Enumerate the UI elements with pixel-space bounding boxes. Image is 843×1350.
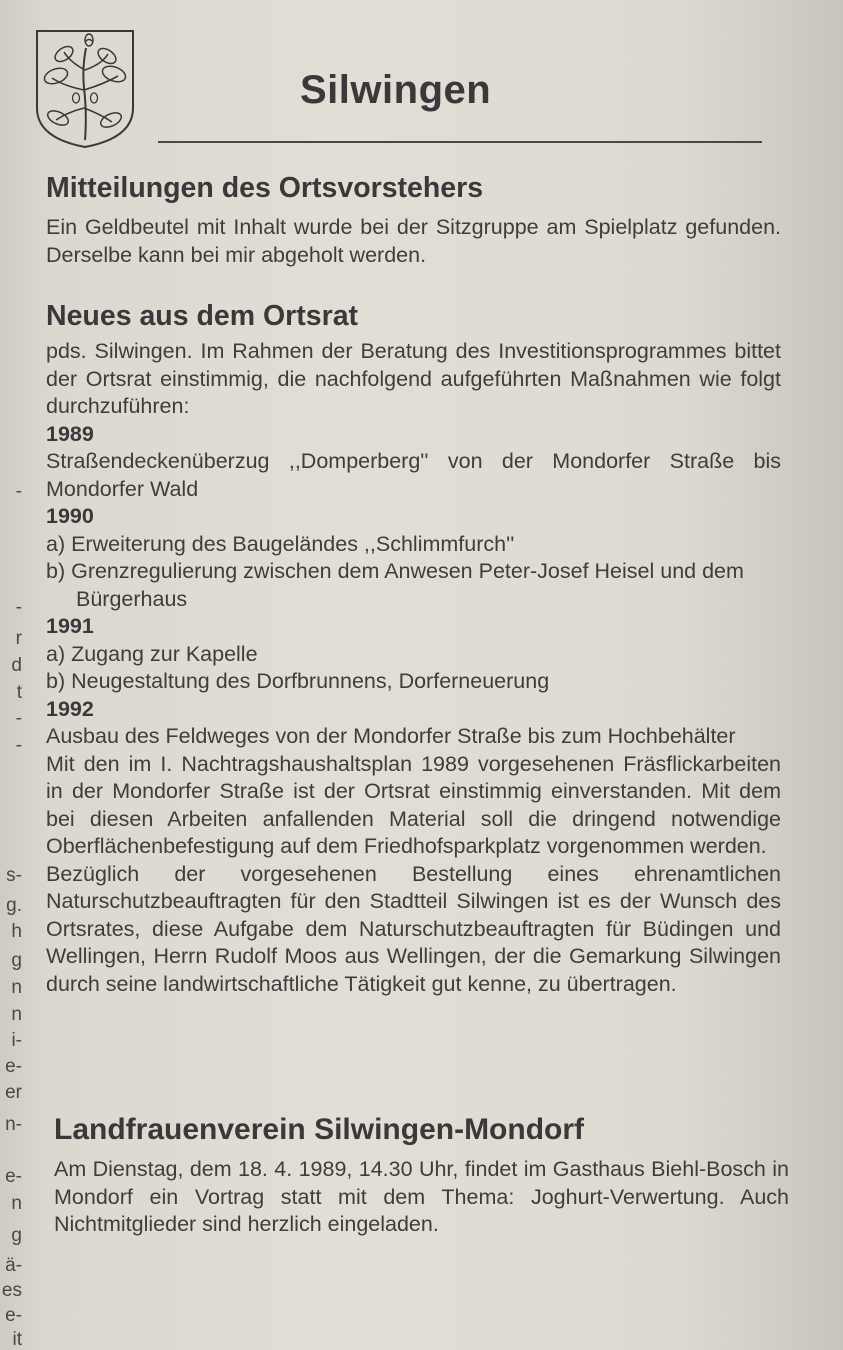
year-item: Ausbau des Feldweges von der Mondorfer Straße bis zum Hochbehälter xyxy=(46,724,736,748)
gutter-fragment: e- xyxy=(5,1305,22,1326)
gutter-fragment: - xyxy=(15,481,22,502)
gutter-fragment: - xyxy=(15,597,22,618)
year-item: Straßendeckenüberzug ,,Domperberg'' von der Mondorfer Straße bis Mondorfer Wald xyxy=(46,449,781,501)
section-paragraph: Bezüglich der vorgesehenen Bestellung eines ehrenamtlichen Naturschutzbeauftragten für den Stadtteil Silwingen ist es der Wunsch des Ortsrates, diese Aufgabe dem Naturschutzbeauftragten für Büdingen und Wellingen, Herrn Rudolf Moos aus Wellingen, der die Gemarkung Silwingen durch seine landwirtschaftliche Tätigkeit gut kenne, zu übertragen. xyxy=(46,861,781,996)
gutter-fragment: n- xyxy=(5,1114,22,1135)
section-landfrauenverein xyxy=(54,1112,789,1239)
gutter-fragment: - xyxy=(15,708,22,729)
year-item: b) Neugestaltung des Dorfbrunnens, Dorferneuerung xyxy=(46,669,550,693)
section-body: Am Dienstag, dem 18. 4. 1989, 14.30 Uhr, findet im Gasthaus Biehl-Bosch in Mondorf ein Vortrag statt mit dem Thema: Joghurt-Verwertung. Auch Nichtmitglieder sind herzlich eingeladen. xyxy=(54,1157,789,1236)
section-heading: Mitteilungen des Ortsvorstehers xyxy=(46,172,484,204)
gutter-fragment: r xyxy=(15,628,22,649)
section-heading: Neues aus dem Ortsrat xyxy=(46,300,359,332)
gutter-fragment: h xyxy=(11,921,22,942)
year-label: 1991 xyxy=(46,614,94,638)
year-label: 1992 xyxy=(46,696,94,721)
gutter-fragment: - xyxy=(15,735,22,756)
gutter-fragment: t xyxy=(16,682,22,703)
gutter-fragment: g. xyxy=(6,895,22,916)
gutter-fragment: er xyxy=(5,1082,22,1103)
gutter-fragment: n xyxy=(11,1004,22,1025)
title-rule xyxy=(158,141,762,143)
gutter-fragment: n xyxy=(11,1193,22,1214)
year-label: 1990 xyxy=(46,504,94,528)
year-item: a) Zugang zur Kapelle xyxy=(46,641,258,666)
section-intro: pds. Silwingen. Im Rahmen der Beratung des Investitionsprogrammes bittet der Ortsrat einstimmig, die nachfolgend aufgeführten Maßnahmen wie folgt durchzuführen: xyxy=(46,339,781,418)
section-ortsrat xyxy=(46,298,781,998)
year-label: 1989 xyxy=(46,421,94,446)
gutter-fragment: g xyxy=(11,1225,22,1246)
gutter-fragment: it xyxy=(12,1329,22,1350)
left-column-fragments xyxy=(0,0,24,1350)
gutter-fragment: g xyxy=(11,950,22,971)
gutter-fragment: n xyxy=(11,977,22,998)
gutter-fragment: s- xyxy=(6,865,22,886)
section-body: Ein Geldbeutel mit Inhalt wurde bei der Sitzgruppe am Spielplatz gefunden. Derselbe kann bei mir abgeholt werden. xyxy=(46,215,781,267)
gutter-fragment: e- xyxy=(5,1166,22,1187)
year-item: b) Grenzregulierung zwischen dem Anwesen Peter-Josef Heisel und dem Bürgerhaus xyxy=(46,559,744,611)
year-item: a) Erweiterung des Baugeländes ,,Schlimmfurch'' xyxy=(46,531,515,556)
section-heading: Landfrauenverein Silwingen-Mondorf xyxy=(54,1113,585,1146)
section-mitteilungen xyxy=(46,170,781,269)
gutter-fragment: i- xyxy=(11,1030,22,1051)
gutter-fragment: es xyxy=(1,1280,22,1301)
section-paragraph: Mit den im I. Nachtragshaushaltsplan 1989 vorgesehenen Fräsflickarbeiten in der Mondorfer Straße ist der Ortsrat einstimmig einverstanden. Mit dem bei diesen Arbeiten anfallenden Material soll die dringend notwendige Oberflächenbefestigung auf dem Friedhofsparkplatz vorgenommen werden. xyxy=(46,751,781,858)
gutter-fragment: ä- xyxy=(5,1255,22,1276)
page-title: Silwingen xyxy=(300,68,492,112)
coat-of-arms-icon xyxy=(34,28,136,150)
gutter-fragment: d xyxy=(11,655,22,676)
gutter-fragment: e- xyxy=(5,1056,22,1077)
